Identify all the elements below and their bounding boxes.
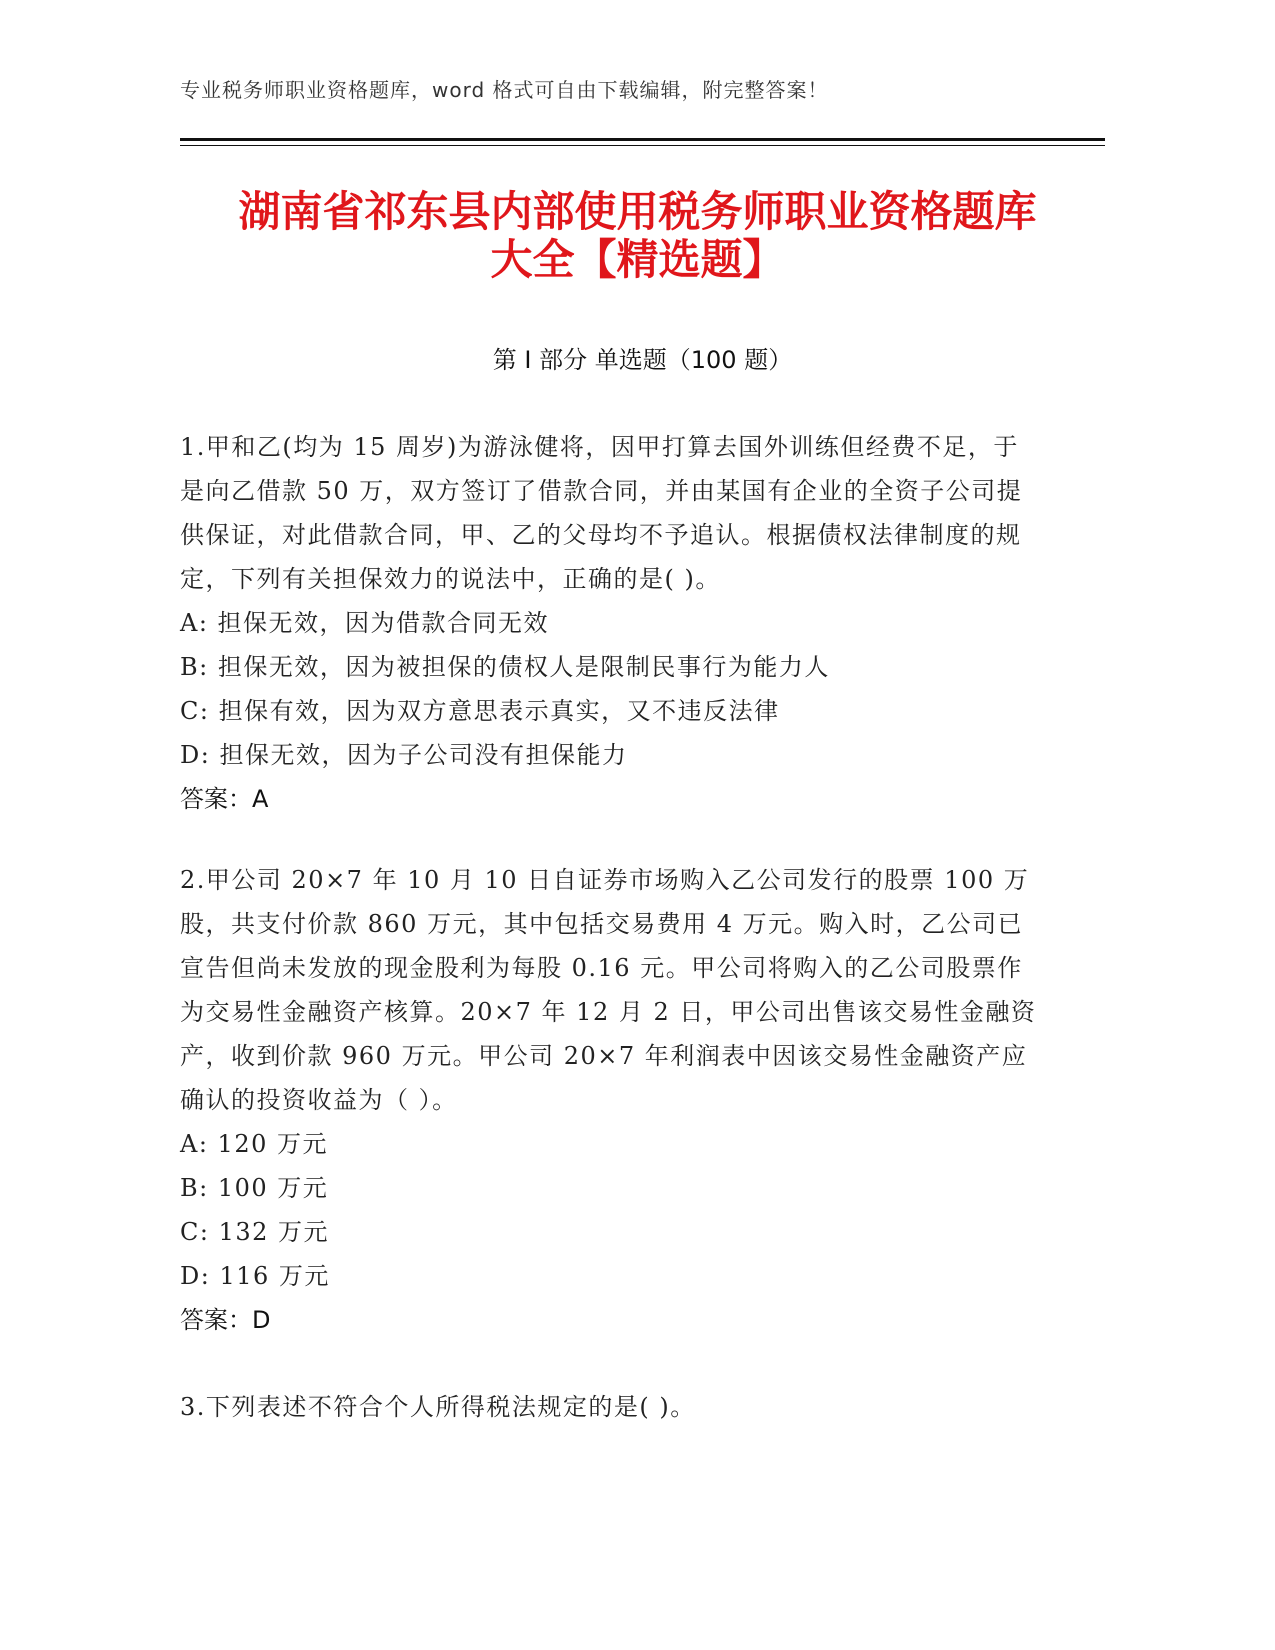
question-1-option-c: C: 担保有效，因为双方意思表示真实，又不违反法律 [180, 697, 780, 725]
question-1-answer: 答案：A [180, 785, 269, 813]
document-title-line-1: 湖南省祁东县内部使用税务师职业资格题库 [238, 187, 1037, 236]
question-1 [180, 425, 1040, 821]
document-title [100, 188, 1175, 284]
question-2-option-d: D: 116 万元 [180, 1262, 330, 1290]
question-2-answer: 答案：D [180, 1306, 271, 1334]
question-1-option-a: A: 担保无效，因为借款合同无效 [180, 609, 550, 637]
section-title: 第 I 部分 单选题（100 题） [492, 346, 793, 374]
question-1-option-b: B: 担保无效，因为被担保的债权人是限制民事行为能力人 [180, 653, 830, 681]
question-3-text: 3.下列表述不符合个人所得税法规定的是( )。 [180, 1393, 696, 1421]
question-1-text: 1.甲和乙(均为 15 周岁)为游泳健将，因甲打算去国外训练但经费不足，于是向乙借款 50 万，双方签订了借款合同，并由某国有企业的全资子公司提供保证，对此借款合同，甲、乙的父母均不予追认。根据债权法律制度的规定，下列有关担保效力的说法中，正确的是( )。 [180, 433, 1023, 593]
document-title-line-2: 大全【精选题】 [490, 235, 785, 284]
question-2-option-b: B: 100 万元 [180, 1174, 329, 1202]
header-note: 专业税务师职业资格题库，word 格式可自由下载编辑，附完整答案！ [180, 78, 829, 102]
header-rule-thick [180, 138, 1105, 141]
question-2-option-a: A: 120 万元 [180, 1130, 328, 1158]
header-rule-thin [180, 145, 1105, 146]
question-3 [180, 1385, 1040, 1429]
question-2 [180, 858, 1040, 1342]
question-2-option-c: C: 132 万元 [180, 1218, 330, 1246]
question-2-text: 2.甲公司 20×7 年 10 月 10 日自证券市场购入乙公司发行的股票 100 万股，共支付价款 860 万元，其中包括交易费用 4 万元。购入时，乙公司已宣告但尚未发放的现金股利为每股 0.16 元。甲公司将购入的乙公司股票作为交易性金融资产核算。20×7 年 12 月 2 日，甲公司出售该交易性金融资产，收到价款 960 万元。甲公司 20×7 年利润表中因该交易性金融资产应确认的投资收益为（ ）。 [180, 866, 1037, 1114]
question-1-option-d: D: 担保无效，因为子公司没有担保能力 [180, 741, 628, 769]
